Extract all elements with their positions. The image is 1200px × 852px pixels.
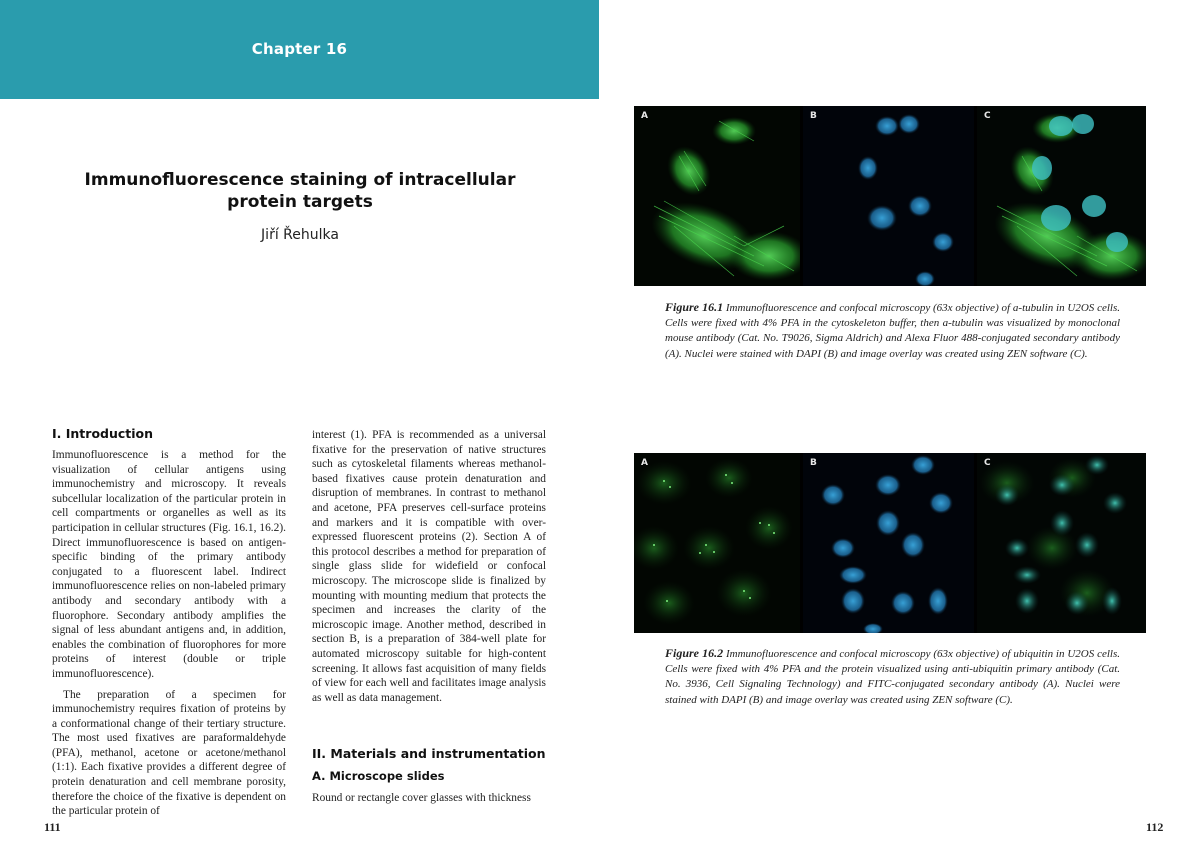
figure-16-1-caption bbox=[665, 300, 1120, 362]
panel-label-a: A bbox=[641, 111, 648, 121]
text-column-2 bbox=[312, 428, 546, 705]
page-number-right: 112 bbox=[1146, 820, 1164, 834]
panel-label-a: A bbox=[641, 458, 648, 468]
paragraph: Round or rectangle cover glasses with thickness bbox=[312, 792, 531, 804]
section-heading-introduction: I. Introduction bbox=[52, 426, 154, 441]
overlay-micrograph bbox=[977, 106, 1146, 286]
text-column-1 bbox=[52, 448, 286, 819]
paragraph: interest (1). PFA is recommended as a universal fixative for the preservation of native structures such as cytoskeletal filaments whereas methanol-based fixatives cause protein denaturation and disruption of membranes. In contrast to methanol and acetone, PFA preserves cell-surface proteins and markers and it is compatible with over-expressed fluorescent proteins (2). Section A of this protocol describes a method for preparation of single glass slide for widefield or confocal microscopy. The microscope slide is finalized by mounting with mounting medium that protects the specimen and increases the clarity of the microscopic image. Another method, described in section B, is a preparation of 384-well plate for automated microscopy suitable for high-content screening. It allows fast acquisition of many fields of view for each well and facilitates image analysis as well as data management. bbox=[312, 429, 546, 704]
right-page bbox=[600, 0, 1200, 852]
figure-1-panel-a bbox=[634, 106, 800, 286]
author-name: Jiří Řehulka bbox=[261, 227, 339, 243]
figure-16-2-caption bbox=[665, 646, 1120, 708]
tubulin-micrograph bbox=[634, 106, 800, 286]
figure-1-panel-c bbox=[977, 106, 1146, 286]
overlay-micrograph bbox=[977, 453, 1146, 633]
section-heading-materials: II. Materials and instrumentation bbox=[312, 746, 546, 761]
figure-2-panel-c bbox=[977, 453, 1146, 633]
panel-label-b: B bbox=[810, 111, 817, 121]
dapi-micrograph bbox=[803, 453, 974, 633]
panel-label-c: C bbox=[984, 458, 991, 468]
panel-label-c: C bbox=[984, 111, 991, 121]
figure-label: Figure 16.1 bbox=[665, 300, 724, 314]
paragraph: Immunofluorescence is a method for the visualization of cellular antigens using immunochemistry and microscopy. It reveals subcellular localization of the particular protein in cell compartments or organelles as well as its participation in cellular structures (Fig. 16.1, 16.2). Direct immunofluorescence is based on antigen-specific binding of the primary antibody conjugated to a fluorescent label. Indirect immunofluorescence relies on non-labeled primary antibody and secondary antibody with a fluorophore. Secondary antibody amplifies the signal of less abundant antigens and, in addition, enables the combination of fluorophores for more proteins of interest (double or triple immunofluorescence). bbox=[52, 449, 286, 680]
panel-label-b: B bbox=[810, 458, 817, 468]
figure-1-panel-b bbox=[803, 106, 974, 286]
paragraph: The preparation of a specimen for immunochemistry requires fixation of proteins by a conformational change of their tertiary structure. The most used fixatives are paraformaldehyde (PFA), methanol, acetone or acetone/methanol (1:1). Each fixative provides a different degree of protein denaturation and cell membrane porosity, therefore the choice of the fixative is dependent on the particular protein of bbox=[52, 688, 286, 818]
ubiquitin-micrograph bbox=[634, 453, 800, 633]
caption-text: Immunofluorescence and confocal microscopy (63x objective) of ubiquitin in U2OS cells. Cells were fixed with 4% PFA and the protein visualized using anti-ubiquitin primary antibody (Cat. No. 3936, Cell Signaling Technology) and FITC-conjugated secondary antibody (A). Nuclei were stained with DAPI (B) and image overlay was created using ZEN software (C). bbox=[665, 648, 1120, 706]
figure-2-panel-b bbox=[803, 453, 974, 633]
figure-2-panel-a bbox=[634, 453, 800, 633]
page-number-left: 111 bbox=[44, 820, 61, 834]
article-title: Immunofluorescence staining of intracellular protein targets bbox=[84, 170, 516, 212]
chapter-label: Chapter 16 bbox=[251, 40, 348, 58]
text-column-2-continued bbox=[312, 791, 546, 806]
figure-16-2 bbox=[634, 453, 1146, 633]
figure-16-1 bbox=[634, 106, 1146, 286]
figure-label: Figure 16.2 bbox=[665, 646, 724, 660]
subsection-heading-slides: A. Microscope slides bbox=[312, 769, 445, 783]
dapi-micrograph bbox=[803, 106, 974, 286]
caption-text: Immunofluorescence and confocal microscopy (63x objective) of a-tubulin in U2OS cells. Cells were fixed with 4% PFA in the cytoskeleton buffer, then a-tubulin was visualized by monoclonal mouse antibody (Cat. No. T9026, Sigma Aldrich) and Alexa Fluor 488-conjugated secondary antibody (A). Nuclei were stained with DAPI (B) and image overlay was created using ZEN software (C). bbox=[665, 302, 1121, 360]
